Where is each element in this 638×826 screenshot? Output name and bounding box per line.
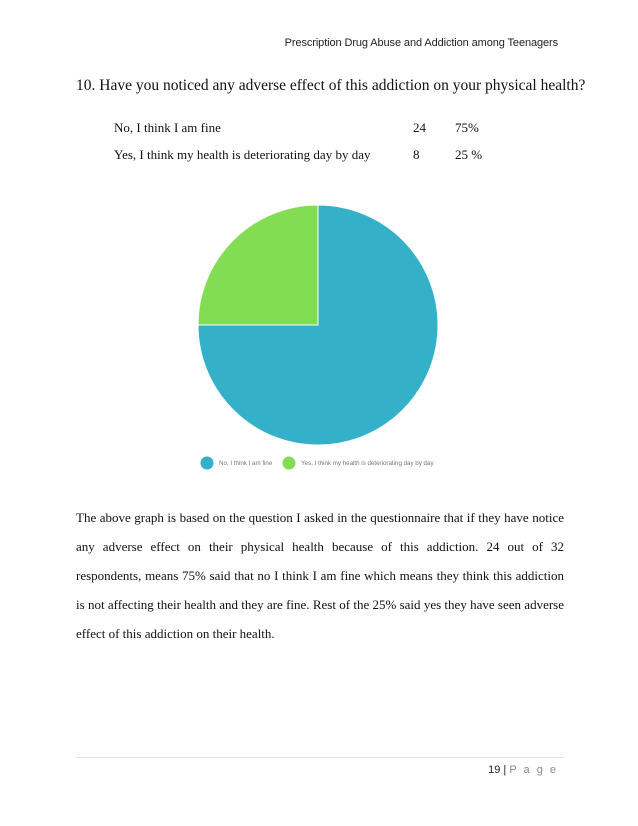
answer-table <box>114 120 514 174</box>
running-header: Prescription Drug Abuse and Addiction among Teenagers <box>284 37 558 49</box>
footer-divider <box>76 757 564 758</box>
legend-label-0: No, I think I am fine <box>219 460 273 468</box>
page-number: 19 <box>488 764 501 776</box>
answer-percent: 75% <box>455 120 479 135</box>
answer-count: 24 <box>413 120 426 135</box>
answer-label: No, I think I am fine <box>114 120 221 135</box>
page-footer <box>488 764 558 776</box>
question-heading: 10. Have you noticed any adverse effect of this addiction on your physical health? <box>76 77 586 94</box>
answer-row-no <box>114 120 514 147</box>
legend-label-1: Yes, I think my health is deteriorating day by day <box>301 460 434 468</box>
answer-row-yes <box>114 147 514 174</box>
legend-swatch-0 <box>201 457 214 470</box>
pie-chart-svg <box>185 195 455 485</box>
page-word: P a g e <box>509 764 558 776</box>
answer-percent: 25 % <box>455 147 483 162</box>
body-paragraph: The above graph is based on the question I asked in the questionnaire that if they have notice any adverse effect on their physical health because of this addiction. 24 out of 32 respondents, means 75% said that no I think I am fine which means they think this addiction is not affecting their health and they are fine. Rest of the 25% said yes they have seen adverse effect of this addiction on their health. <box>76 510 564 641</box>
page-separator: | <box>503 764 507 776</box>
legend-swatch-1 <box>283 457 296 470</box>
pie-slice-1 <box>198 205 318 325</box>
pie-chart <box>185 195 455 485</box>
answer-count: 8 <box>413 147 420 162</box>
answer-label: Yes, I think my health is deteriorating day by day <box>114 147 371 162</box>
